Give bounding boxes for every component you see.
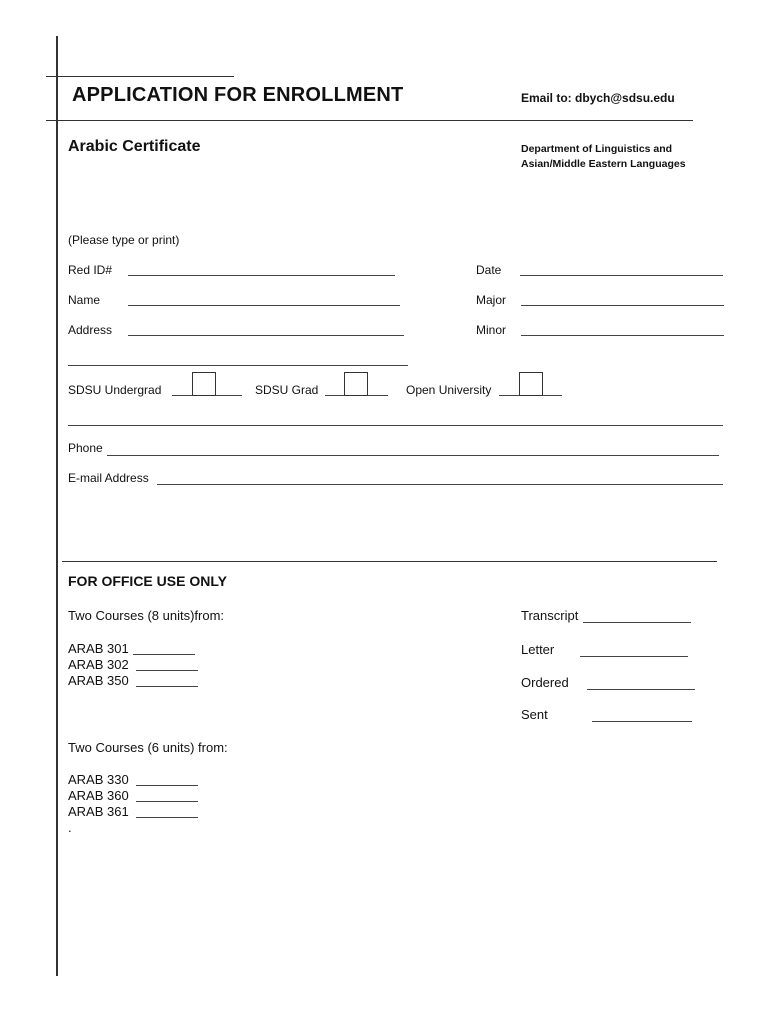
sent-label: Sent (521, 707, 548, 722)
sent-field[interactable] (592, 721, 692, 722)
course-blank[interactable] (136, 801, 198, 802)
course-item (68, 673, 129, 689)
date-field[interactable] (520, 275, 723, 276)
course-code: ARAB 361 (68, 804, 129, 819)
letter-field[interactable] (580, 656, 688, 657)
red-id-label: Red ID# (68, 263, 113, 277)
department-line-2: Asian/Middle Eastern Languages (521, 158, 686, 170)
course-code: ARAB 301 (68, 641, 129, 656)
open-university-checkbox[interactable] (519, 372, 543, 396)
certificate-title: Arabic Certificate (68, 138, 201, 155)
address-field[interactable] (128, 335, 404, 336)
phone-label: Phone (68, 441, 103, 455)
major-field[interactable] (521, 305, 724, 306)
department-name (521, 142, 686, 172)
course-item (68, 788, 129, 804)
group1-heading: Two Courses (8 units)from: (68, 608, 225, 623)
open-university-label: Open University (406, 383, 492, 397)
minor-label: Minor (476, 323, 507, 337)
instruction-text: (Please type or print) (68, 233, 180, 247)
date-label: Date (476, 263, 502, 277)
top-short-rule (46, 76, 234, 77)
trailing-mark: . (68, 820, 72, 835)
undergrad-checkbox[interactable] (192, 372, 216, 396)
left-margin-rule (56, 36, 58, 976)
transcript-field[interactable] (583, 622, 691, 623)
course-code: ARAB 302 (68, 657, 129, 672)
transcript-label: Transcript (521, 608, 579, 623)
course-blank[interactable] (136, 785, 198, 786)
header-rule (46, 120, 693, 121)
name-field[interactable] (128, 305, 400, 306)
course-item (68, 657, 129, 673)
major-label: Major (476, 293, 507, 307)
office-use-heading: FOR OFFICE USE ONLY (68, 573, 227, 589)
course-blank[interactable] (136, 670, 198, 671)
minor-field[interactable] (521, 335, 724, 336)
letter-label: Letter (521, 642, 555, 657)
course-code: ARAB 360 (68, 788, 129, 803)
course-item (68, 804, 129, 820)
undergrad-label: SDSU Undergrad (68, 383, 162, 397)
grad-label: SDSU Grad (255, 383, 319, 397)
course-blank[interactable] (133, 654, 195, 655)
office-section-rule (62, 561, 717, 562)
ordered-label: Ordered (521, 675, 569, 690)
blank-separator-line (68, 425, 723, 426)
email-address-field[interactable] (157, 484, 723, 485)
phone-field[interactable] (107, 455, 719, 456)
course-item (68, 772, 129, 788)
group2-course-list (68, 772, 129, 836)
email-to-label: Email to: dbych@sdsu.edu (521, 91, 675, 105)
grad-checkbox[interactable] (344, 372, 368, 396)
ordered-field[interactable] (587, 689, 695, 690)
red-id-field[interactable] (128, 275, 395, 276)
name-label: Name (68, 293, 101, 307)
email-address-label: E-mail Address (68, 471, 149, 485)
page-title: APPLICATION FOR ENROLLMENT (72, 84, 404, 106)
address-line-2-field[interactable] (68, 365, 408, 366)
department-line-1: Department of Linguistics and (521, 143, 673, 155)
group2-heading: Two Courses (6 units) from: (68, 740, 228, 755)
group1-course-list (68, 641, 129, 689)
address-label: Address (68, 323, 113, 337)
course-code: ARAB 350 (68, 673, 129, 688)
course-blank[interactable] (136, 686, 198, 687)
course-blank[interactable] (136, 817, 198, 818)
course-item (68, 641, 129, 657)
course-code: ARAB 330 (68, 772, 129, 787)
